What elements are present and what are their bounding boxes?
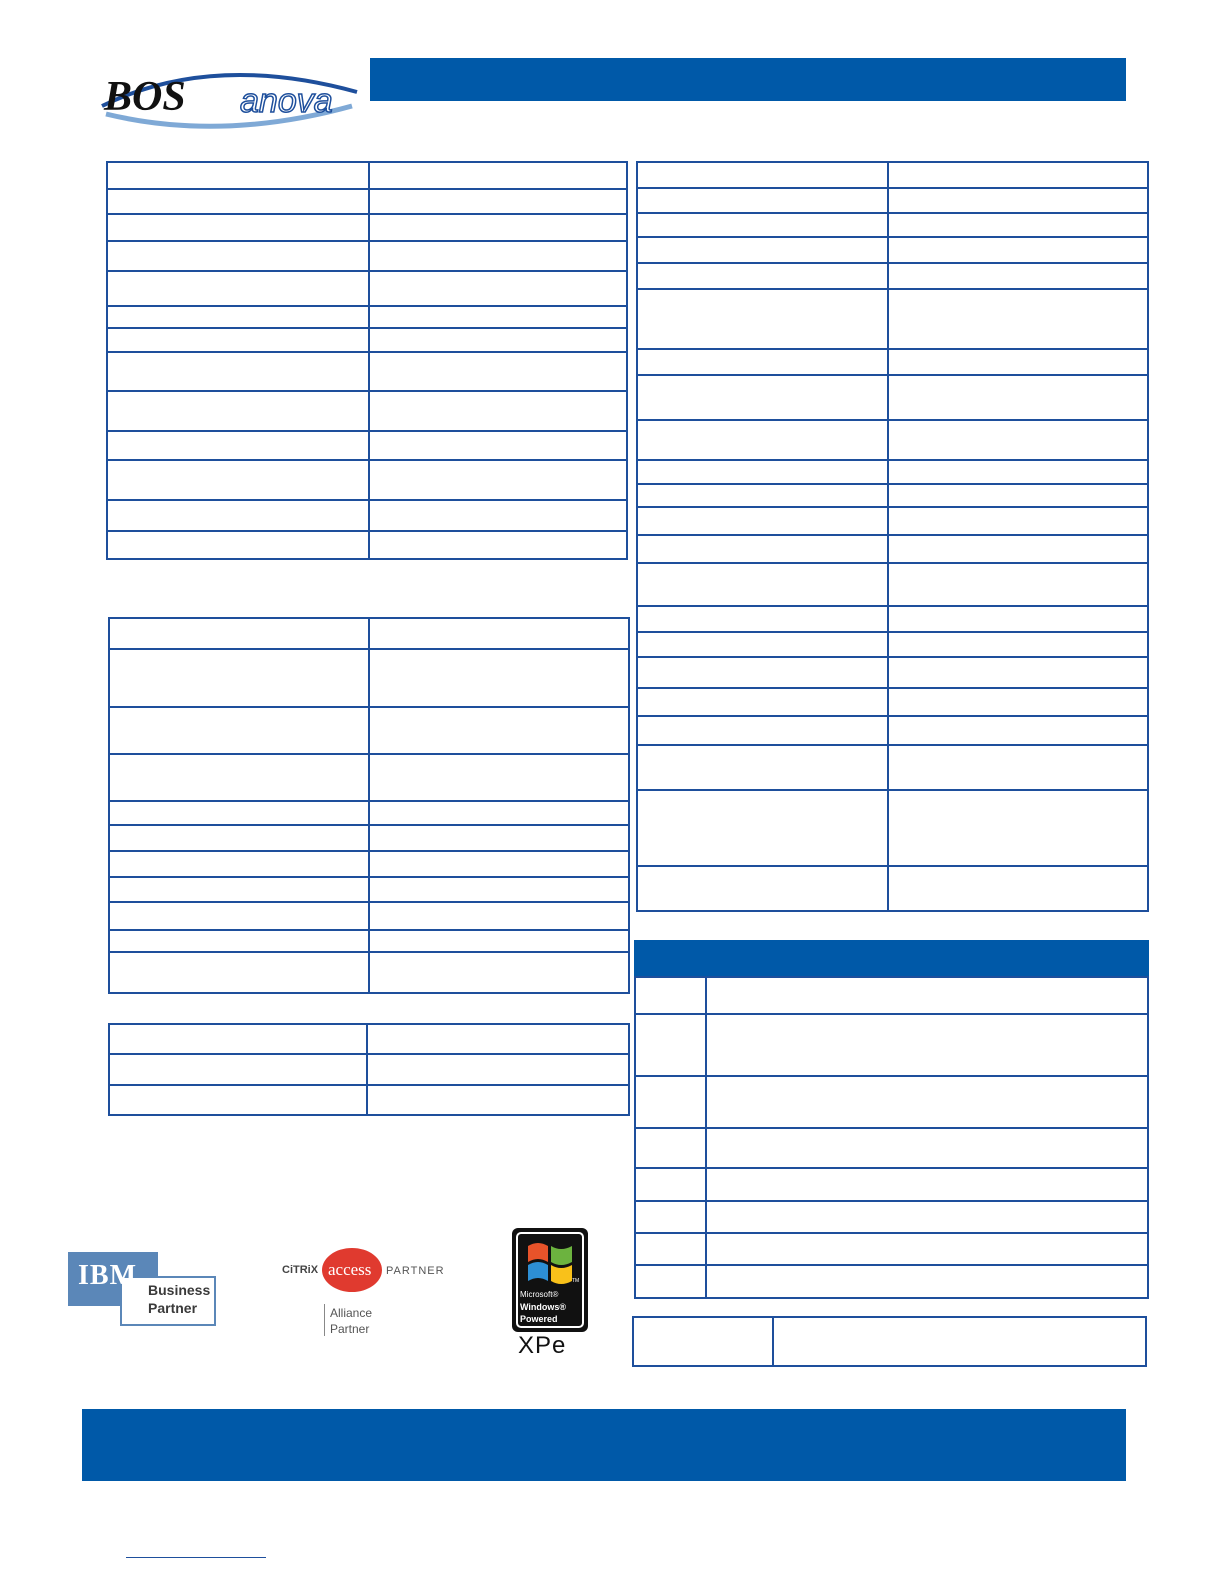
table-row <box>638 485 1147 508</box>
ibm-business-partner-logo <box>68 1252 218 1328</box>
table-row <box>638 633 1147 658</box>
spec-table-left-top <box>106 161 628 560</box>
table-row <box>108 461 626 501</box>
citrix-access-text: access <box>328 1260 372 1279</box>
table-row <box>110 953 628 994</box>
table-row <box>636 1077 1147 1129</box>
table-row <box>110 1025 628 1055</box>
table-row <box>108 532 626 560</box>
table-row <box>108 392 626 432</box>
table-row <box>110 708 628 755</box>
table-row <box>638 536 1147 564</box>
footer-link[interactable] <box>126 1557 266 1558</box>
spec-table-left-bottom <box>108 1023 630 1116</box>
table-row <box>110 931 628 953</box>
header-bar <box>370 58 1126 101</box>
windows-edition: XPe <box>518 1332 567 1359</box>
citrix-brand-text: CiTRiX <box>282 1264 319 1276</box>
table-row <box>638 350 1147 376</box>
citrix-alliance-line1: Alliance <box>330 1306 373 1320</box>
table-row <box>108 353 626 392</box>
table-row <box>638 607 1147 633</box>
table-row <box>110 802 628 826</box>
footer-bar <box>82 1409 1126 1481</box>
table-row <box>108 215 626 242</box>
table-row <box>638 791 1147 867</box>
table-row <box>110 1086 628 1116</box>
table-row <box>108 432 626 461</box>
table-row <box>638 564 1147 607</box>
windows-line2: Windows® <box>520 1302 567 1312</box>
section-header-bar <box>634 940 1149 978</box>
table-row <box>108 242 626 272</box>
table-row <box>638 264 1147 290</box>
table-row <box>636 1169 1147 1202</box>
table-row <box>108 163 626 190</box>
table-row <box>638 717 1147 746</box>
ibm-mark-text: IBM <box>78 1260 137 1291</box>
ibm-line1: Business <box>148 1282 211 1298</box>
table-row <box>108 307 626 329</box>
table-row <box>638 376 1147 421</box>
spec-table-left-middle <box>108 617 630 994</box>
table-row <box>638 508 1147 536</box>
logo <box>92 62 362 132</box>
table-row <box>110 619 628 650</box>
table-row <box>638 238 1147 264</box>
windows-xpe-logo <box>510 1228 590 1360</box>
table-row <box>108 501 626 532</box>
table-row <box>638 189 1147 214</box>
table-row <box>638 214 1147 238</box>
table-row <box>108 190 626 215</box>
logo-text-sub: anova <box>240 82 333 120</box>
citrix-access-partner-logo <box>282 1248 445 1340</box>
table-row <box>636 1266 1147 1299</box>
table-row <box>110 903 628 931</box>
table-row <box>110 878 628 903</box>
table-row <box>636 1234 1147 1266</box>
ibm-line2: Partner <box>148 1300 198 1316</box>
table-row <box>638 290 1147 350</box>
windows-line3: Powered <box>520 1314 558 1324</box>
table-row <box>110 826 628 852</box>
table-row <box>638 163 1147 189</box>
spec-table-right-middle <box>634 976 1149 1299</box>
table-row <box>638 746 1147 791</box>
table-row <box>110 755 628 802</box>
table-row <box>110 1055 628 1086</box>
table-row <box>108 329 626 353</box>
citrix-partner-text: PARTNER <box>386 1265 445 1277</box>
table-row <box>636 1015 1147 1077</box>
windows-line1: Microsoft® <box>520 1290 559 1299</box>
table-row <box>638 689 1147 717</box>
table-row <box>638 461 1147 485</box>
table-row <box>638 867 1147 912</box>
table-row <box>110 650 628 708</box>
windows-flag-icon <box>524 1238 576 1288</box>
table-row <box>636 1129 1147 1169</box>
table-row <box>636 978 1147 1015</box>
table-row <box>638 421 1147 461</box>
table-row <box>108 272 626 307</box>
table-row <box>110 852 628 878</box>
citrix-alliance-line2: Partner <box>330 1322 370 1336</box>
table-row <box>636 1202 1147 1234</box>
table-row <box>638 658 1147 689</box>
windows-tm: TM <box>572 1278 580 1284</box>
logo-text-main: BOS <box>104 74 186 120</box>
spec-table-right-top <box>636 161 1149 912</box>
spec-table-right-bottom <box>632 1316 1147 1367</box>
